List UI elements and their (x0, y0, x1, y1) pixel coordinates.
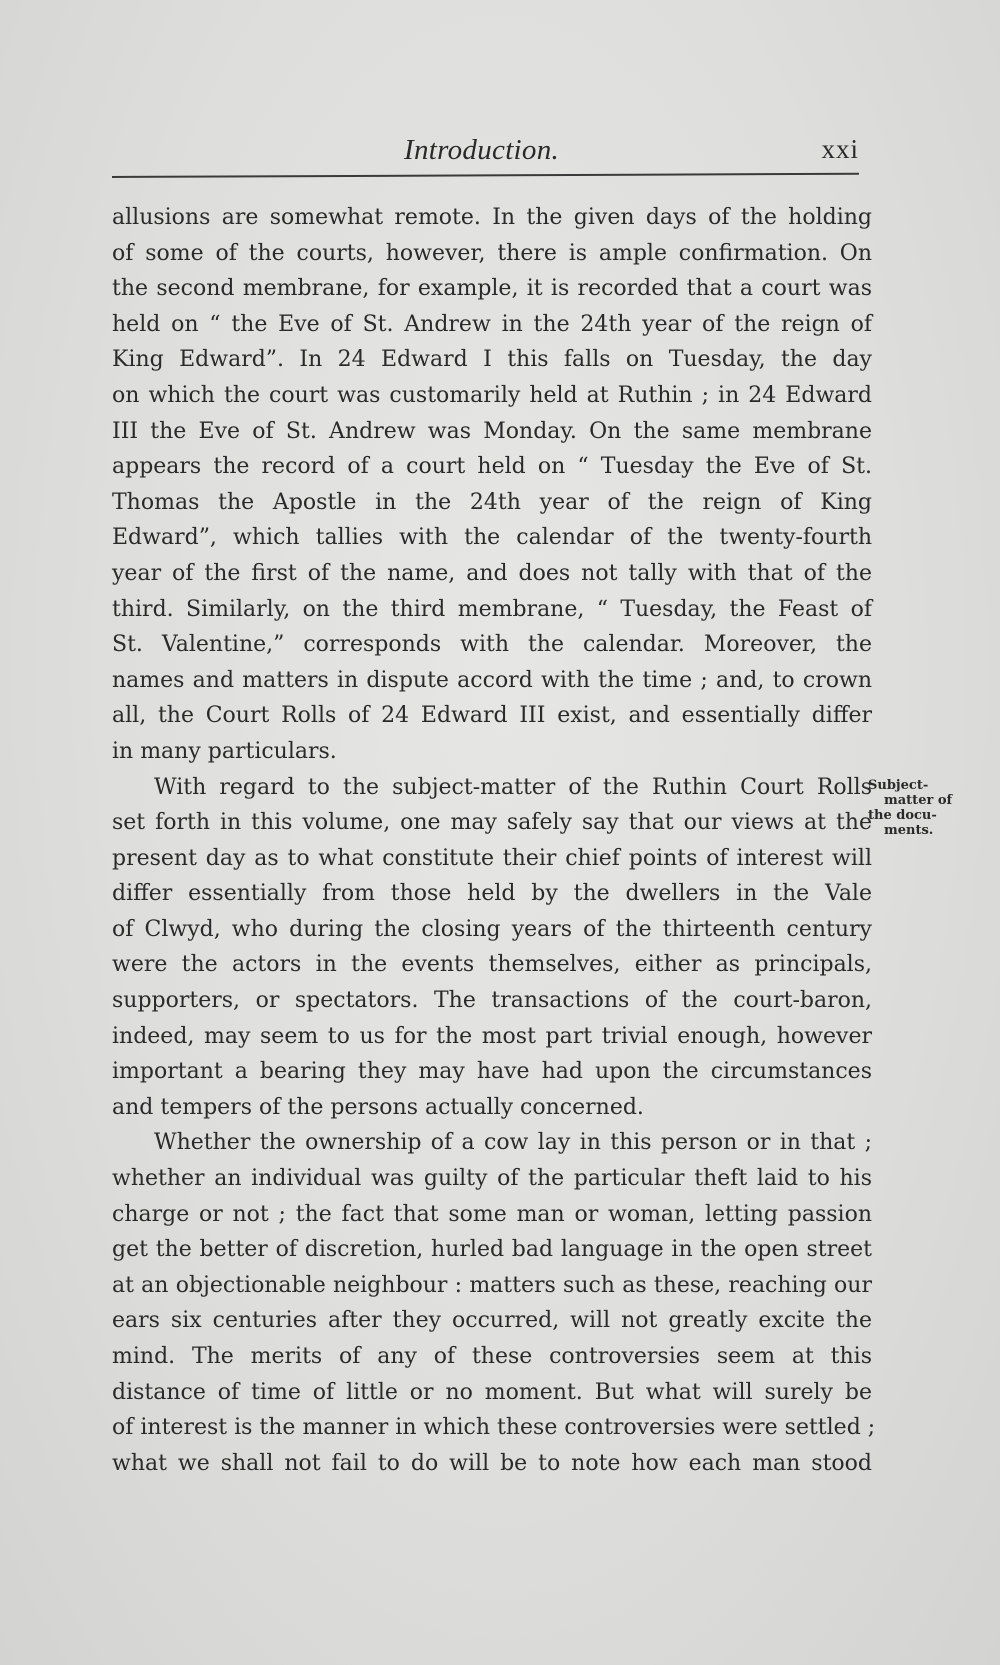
text-line: charge or not ; the fact that some man or woman, letting passion (112, 1201, 872, 1227)
text-line: at an objectionable neighbour : matters such as these, reaching our (112, 1272, 872, 1298)
text-line: Thomas the Apostle in the 24th year of the reign of King (112, 489, 872, 515)
text-line: King Edward”. In 24 Edward I this falls on Tuesday, the day (112, 347, 872, 373)
text-line: important a bearing they may have had upon the circumstances (112, 1059, 872, 1085)
text-line: of interest is the manner in which these controversies were settled ; (112, 1415, 876, 1441)
text-line: and tempers of the persons actually concerned. (112, 1094, 644, 1120)
text-line: of some of the courts, however, there is ample confirmation. On (112, 240, 872, 266)
margin-note-line: matter of (884, 793, 953, 808)
text-line: mind. The merits of any of these controversies seem at this (112, 1344, 872, 1369)
text-line: set forth in this volume, one may safely say that our views at the (112, 810, 872, 836)
text-line: all, the Court Rolls of 24 Edward III exist, and essentially differ (112, 703, 872, 729)
text-line: Whether the ownership of a cow lay in this person or in that ; (154, 1130, 872, 1156)
page-number: xxi (821, 134, 859, 164)
text-line: of Clwyd, who during the closing years of the thirteenth century (112, 916, 872, 942)
text-line: allusions are somewhat remote. In the given days of the holding (112, 205, 872, 230)
text-line: whether an individual was guilty of the particular theft laid to his (112, 1166, 872, 1192)
running-title: Introduction. (404, 134, 560, 166)
text-line: differ essentially from those held by the dwellers in the Vale (112, 881, 872, 907)
text-line: year of the first of the name, and does not tally with that of the (112, 560, 872, 586)
margin-note-line: Subject- (868, 778, 929, 793)
text-line: were the actors in the events themselves, either as principals, (112, 952, 872, 978)
text-line: the second membrane, for example, it is recorded that a court was (112, 276, 872, 302)
text-line: present day as to what constitute their chief points of interest will (112, 845, 872, 871)
text-line: supporters, or spectators. The transactions of the court-baron, (112, 988, 872, 1014)
text-line: indeed, may seem to us for the most part trivial enough, however (112, 1023, 872, 1049)
margin-note-line: the docu- (868, 808, 937, 823)
text-line: distance of time of little or no moment. But what will surely be (112, 1379, 872, 1405)
text-line: what we shall not fail to do will be to note how each man stood (112, 1450, 872, 1476)
text-line: held on “ the Eve of St. Andrew in the 24th year of the reign of (112, 311, 872, 337)
text-line: appears the record of a court held on “ Tuesday the Eve of St. (112, 454, 872, 480)
text-line: on which the court was customarily held at Ruthin ; in 24 Edward (112, 382, 872, 408)
text-line: in many particulars. (112, 738, 337, 764)
margin-note-line: ments. (884, 823, 934, 838)
text-line: III the Eve of St. Andrew was Monday. On the same membrane (112, 418, 872, 444)
text-line: With regard to the subject-matter of the Ruthin Court Rolls (154, 774, 872, 800)
body-text (112, 200, 876, 1481)
text-line: ears six centuries after they occurred, will not greatly excite the (112, 1308, 872, 1334)
text-line: St. Valentine,” corresponds with the calendar. Moreover, the (112, 632, 872, 658)
text-line: Edward”, which tallies with the calendar of the twenty-fourth (112, 525, 872, 551)
text-line: third. Similarly, on the third membrane, “ Tuesday, the Feast of (112, 596, 872, 622)
margin-note (868, 778, 968, 838)
text-line: names and matters in dispute accord with the time ; and, to crown (112, 667, 872, 693)
running-head (112, 134, 859, 174)
text-line: get the better of discretion, hurled bad language in the open street (112, 1237, 872, 1263)
